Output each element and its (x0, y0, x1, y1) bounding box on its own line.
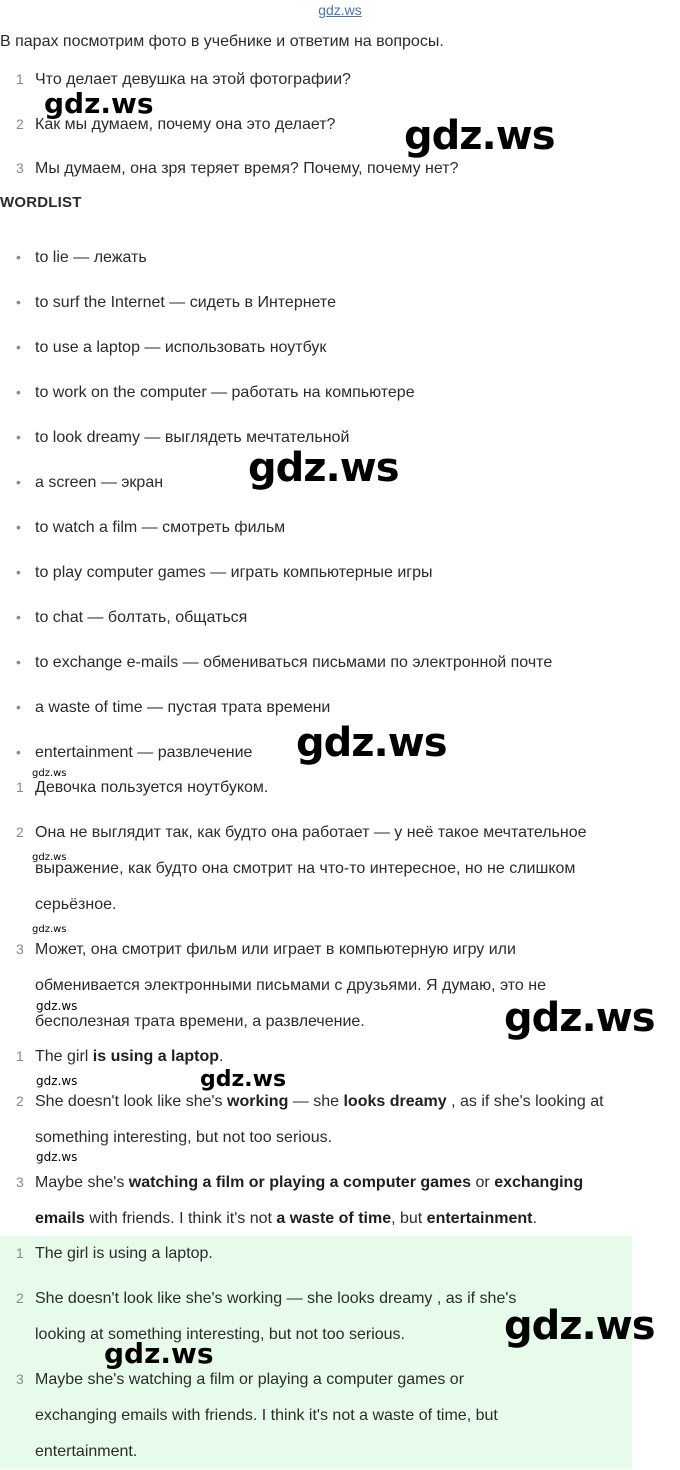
wordlist-entry: a screen — экран (35, 474, 164, 491)
intro-text: В парах посмотрим фото в учебнике и ответим на вопросы. (0, 33, 444, 50)
answer-number: 1 (16, 1048, 24, 1064)
bullet-icon: • (16, 654, 21, 670)
bullet-icon: • (16, 609, 21, 625)
question-text: Как мы думаем, почему она это делает? (35, 116, 336, 133)
answer-number: 1 (16, 779, 24, 795)
bullet-icon: • (16, 384, 21, 400)
watermark: gdz.ws (404, 113, 555, 159)
header-watermark-link[interactable]: gdz.ws (318, 2, 362, 18)
answer-line: emails with friends. I think it's not a waste of time, but entertainment. (35, 1210, 537, 1227)
wordlist-entry: to watch a film — смотреть фильм (35, 519, 286, 536)
watermark: gdz.ws (32, 924, 67, 935)
answer-line: Она не выглядит так, как будто она работает — у неё такое мечтательное (35, 824, 587, 841)
bullet-icon: • (16, 339, 21, 355)
answer-number: 1 (16, 1245, 24, 1261)
wordlist-heading: WORDLIST (0, 194, 82, 211)
watermark: gdz.ws (504, 995, 655, 1041)
watermark: gdz.ws (32, 852, 67, 863)
answer-line: Maybe she's watching a film or playing a computer games or exchanging (35, 1174, 584, 1191)
watermark: gdz.ws (36, 999, 78, 1013)
answer-number: 2 (16, 1093, 24, 1109)
answer-line: Может, она смотрит фильм или играет в компьютерную игру или (35, 941, 516, 958)
bullet-icon: • (16, 699, 21, 715)
answer-line: Maybe she's watching a film or playing a computer games or (35, 1371, 465, 1388)
watermark: gdz.ws (36, 1074, 78, 1088)
wordlist-entry: to lie — лежать (35, 249, 147, 266)
watermark: gdz.ws (104, 1337, 214, 1370)
answer-line: обменивается электронными письмами с друзьями. Я думаю, это не (35, 977, 546, 994)
answer-line: Девочка пользуется ноутбуком. (35, 779, 269, 796)
answer-line: бесполезная трата времени, а развлечение. (35, 1013, 365, 1030)
answer-line: выражение, как будто она смотрит на что-то интересное, но не слишком (35, 860, 576, 877)
bullet-icon: • (16, 519, 21, 535)
answer-number: 2 (16, 1290, 24, 1306)
answer-line: looking at something interesting, but not too serious. (35, 1326, 405, 1343)
bullet-icon: • (16, 249, 21, 265)
watermark: gdz.ws (32, 768, 67, 779)
bullet-icon: • (16, 294, 21, 310)
wordlist-entry: to play computer games — играть компьютерные игры (35, 564, 433, 581)
bullet-icon: • (16, 429, 21, 445)
wordlist-entry: to look dreamy — выглядеть мечтательной (35, 429, 350, 446)
bullet-icon: • (16, 564, 21, 580)
answer-number: 3 (16, 1174, 24, 1190)
wordlist-entry: entertainment — развлечение (35, 744, 253, 761)
answer-line: entertainment. (35, 1443, 138, 1460)
answer-line: The girl is using a laptop. (35, 1048, 224, 1065)
answer-line: She doesn't look like she's working — she looks dreamy , as if she's (35, 1290, 517, 1307)
answer-line: exchanging emails with friends. I think it's not a waste of time, but (35, 1407, 498, 1424)
answer-line: серьёзное. (35, 896, 117, 913)
answer-line: something interesting, but not too serious. (35, 1129, 333, 1146)
question-text: Что делает девушка на этой фотографии? (35, 71, 351, 88)
question-number: 3 (16, 160, 24, 176)
wordlist-entry: to chat — болтать, общаться (35, 609, 248, 626)
wordlist-entry: to use a laptop — использовать ноутбук (35, 339, 327, 356)
bullet-icon: • (16, 474, 21, 490)
wordlist-entry: to surf the Internet — сидеть в Интернете (35, 294, 336, 311)
answer-number: 2 (16, 824, 24, 840)
answer-number: 3 (16, 941, 24, 957)
bullet-icon: • (16, 744, 21, 760)
watermark: gdz.ws (200, 1067, 287, 1092)
watermark: gdz.ws (44, 87, 154, 120)
wordlist-entry: a waste of time — пустая трата времени (35, 699, 331, 716)
answer-number: 3 (16, 1371, 24, 1387)
answer-line: The girl is using a laptop. (35, 1245, 213, 1262)
wordlist-entry: to work on the computer — работать на компьютере (35, 384, 415, 401)
answer-line: She doesn't look like she's working — she looks dreamy , as if she's looking at (35, 1093, 604, 1110)
question-text: Мы думаем, она зря теряет время? Почему, почему нет? (35, 160, 459, 177)
question-number: 1 (16, 71, 24, 87)
watermark: gdz.ws (36, 1150, 78, 1164)
wordlist-entry: to exchange e-mails — обмениваться письмами по электронной почте (35, 654, 553, 671)
watermark: gdz.ws (504, 1303, 655, 1349)
watermark: gdz.ws (296, 720, 447, 766)
watermark: gdz.ws (248, 445, 399, 491)
question-number: 2 (16, 116, 24, 132)
